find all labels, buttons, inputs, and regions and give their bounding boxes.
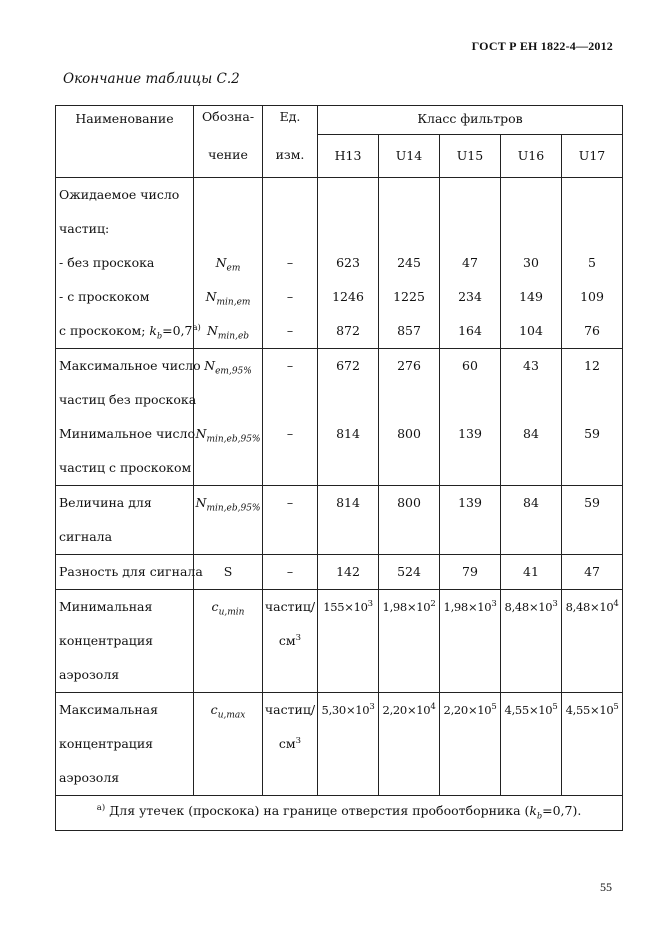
cmax-h13: $5,30\times 10^3$: [318, 693, 379, 796]
signal-u15: 139: [440, 486, 501, 555]
signal-label: Величина для сигнала: [56, 486, 194, 555]
cmax-unit: частиц/ $см^3$: [263, 693, 318, 796]
maxmin-u15: 60 139: [440, 349, 501, 486]
header-name: Наименование: [56, 106, 194, 178]
cmin-label: Минимальная концентрация аэрозоля: [56, 590, 194, 693]
cmin-symbol: [194, 590, 263, 693]
maxmin-u14: 276 800: [379, 349, 440, 486]
expected-count-units: – – –: [263, 178, 318, 349]
cmin-h13: $155\times 10^3$: [318, 590, 379, 693]
diff-row: [56, 555, 623, 590]
maxmin-count-label: Максимальное число частиц без проскока Минимальное число частиц с проскоком: [56, 349, 194, 486]
expected-u15: 47 234 164: [440, 178, 501, 349]
maxmin-count-symbols: [194, 349, 263, 486]
class-u14: U14: [379, 135, 440, 178]
expected-count-label: Ожидаемое число частиц: - без проскока - с проскоком с проскоком; $k_b=0,7^{a)}$: [56, 178, 194, 349]
class-u17: U17: [562, 135, 623, 178]
class-u16: U16: [501, 135, 562, 178]
symbol-n-em-95: $N_{em,95\%}$: [204, 358, 252, 377]
symbol-n-em: $N_{em}$: [215, 255, 241, 274]
header-filter-class: Класс фильтров: [318, 106, 623, 135]
expected-u14: 245 1225 857: [379, 178, 440, 349]
cmax-u17: $4,55\times 10^5$: [562, 693, 623, 796]
signal-u16: 84: [501, 486, 562, 555]
cmax-symbol: [194, 693, 263, 796]
standard-header: ГОСТ Р ЕН 1822-4—2012: [471, 39, 613, 53]
cmin-u16: $8,48\times 10^3$: [501, 590, 562, 693]
footnote: $^{a)}$ Для утечек (проскока) на границе отверстия пробоотборника $(k_b=0,7)$.: [56, 796, 623, 831]
class-u15: U15: [440, 135, 501, 178]
expected-count-symbols: [194, 178, 263, 349]
diff-u17: 47: [562, 555, 623, 590]
filter-class-table: [55, 105, 623, 831]
cmax-label: Максимальная концентрация аэрозоля: [56, 693, 194, 796]
maxmin-h13: 672 814: [318, 349, 379, 486]
diff-u16: 41: [501, 555, 562, 590]
cmax-row: [56, 693, 623, 796]
cmin-u14: $1,98\times 10^2$: [379, 590, 440, 693]
diff-symbol: S: [194, 555, 263, 590]
cmax-u14: $2,20\times 10^4$: [379, 693, 440, 796]
footnote-row: [56, 796, 623, 831]
signal-row: [56, 486, 623, 555]
signal-unit: –: [263, 486, 318, 555]
diff-u15: 79: [440, 555, 501, 590]
table-caption: Окончание таблицы С.2: [63, 71, 240, 87]
cmax-u15: $2,20\times 10^5$: [440, 693, 501, 796]
diff-label: Разность для сигнала: [56, 555, 194, 590]
expected-h13: 623 1246 872: [318, 178, 379, 349]
maxmin-count-row: [56, 349, 623, 486]
cmin-u17: $8,48\times 10^4$: [562, 590, 623, 693]
symbol-n-min-eb-95: $N_{min,eb,95\%}$: [195, 426, 261, 445]
symbol-n-min-em: $N_{min,em}$: [205, 289, 251, 308]
symbol-n-min-eb-95-signal: $N_{min,eb,95\%}$: [195, 495, 261, 514]
cmax-u16: $4,55\times 10^5$: [501, 693, 562, 796]
maxmin-u16: 43 84: [501, 349, 562, 486]
header-symbol: Обозна- чение: [194, 106, 263, 178]
cmin-row: [56, 590, 623, 693]
symbol-c-u-min: $c_{u,min}$: [211, 599, 245, 618]
symbol-n-min-eb: $N_{min,eb}$: [206, 323, 250, 342]
diff-h13: 142: [318, 555, 379, 590]
header-unit: Ед. изм.: [263, 106, 318, 178]
page-number: 55: [600, 880, 612, 894]
signal-h13: 814: [318, 486, 379, 555]
expected-count-row: [56, 178, 623, 349]
header-row-1: [56, 106, 623, 135]
signal-u17: 59: [562, 486, 623, 555]
expected-u17: 5 109 76: [562, 178, 623, 349]
cmin-u15: $1,98\times 10^3$: [440, 590, 501, 693]
cmin-unit: частиц/ $см^3$: [263, 590, 318, 693]
signal-u14: 800: [379, 486, 440, 555]
maxmin-count-units: – –: [263, 349, 318, 486]
diff-u14: 524: [379, 555, 440, 590]
diff-unit: –: [263, 555, 318, 590]
symbol-c-u-max: $c_{u,max}$: [210, 702, 246, 721]
maxmin-u17: 12 59: [562, 349, 623, 486]
signal-symbol: [194, 486, 263, 555]
class-h13: H13: [318, 135, 379, 178]
expected-u16: 30 149 104: [501, 178, 562, 349]
